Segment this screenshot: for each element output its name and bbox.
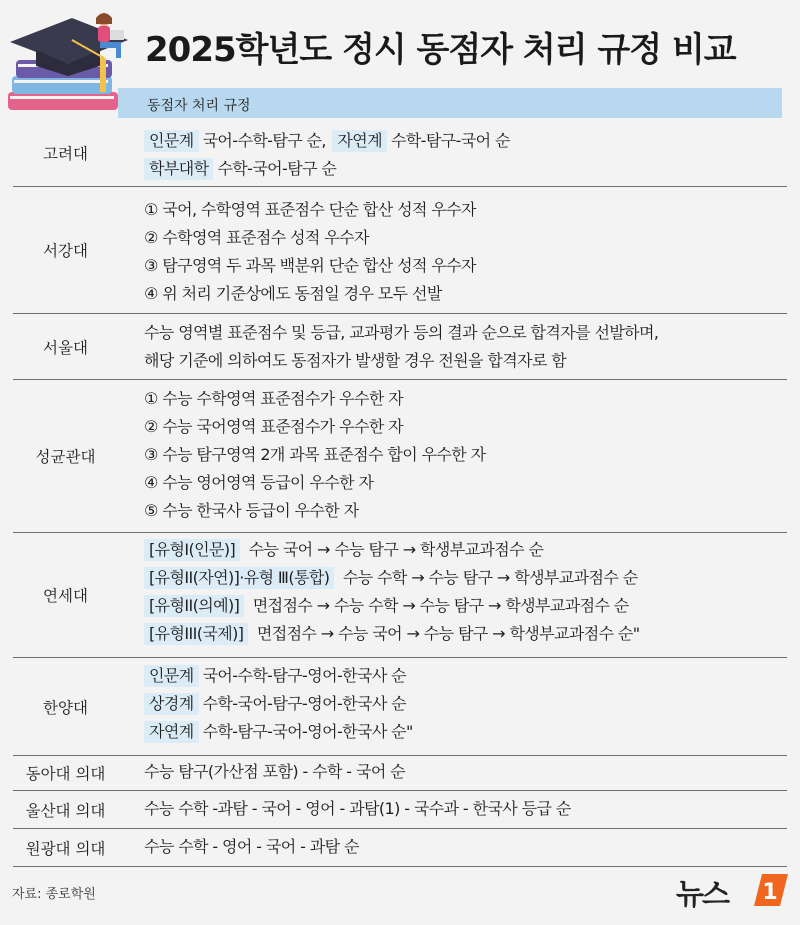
rule-line: 수능 영역별 표준점수 및 등급, 교과평가 등의 결과 순으로 합격자를 선발하며, (144, 323, 659, 342)
rule-text: 수학-국어-탐구 순 (217, 159, 337, 178)
book-pink-icon (8, 92, 118, 110)
rule-line (144, 158, 336, 180)
rule-line (144, 567, 638, 589)
rule-text: 수학-국어-탐구-영어-한국사 순 (202, 694, 407, 713)
rule-line: 수능 수학 -과탐 - 국어 - 영어 - 과탐(1) - 국수과 - 한국사 등급 순 (144, 799, 571, 818)
rule-line: 해당 기준에 의하여도 동점자가 발생할 경우 전원을 합격자로 함 (144, 351, 567, 370)
rule-line: ③ 탐구영역 두 과목 백분위 단순 합산 성적 우수자 (144, 256, 476, 275)
graduation-books-illustration (0, 0, 140, 140)
rule-line: 수능 탐구(가산점 포함) - 수학 - 국어 순 (144, 762, 406, 781)
track-tag: 학부대학 (144, 158, 213, 180)
rule-line: ④ 위 처리 기준상에도 동점일 경우 모두 선발 (144, 284, 442, 303)
tassel-icon (100, 58, 106, 92)
header-label: 동점자 처리 규정 (147, 98, 251, 114)
rule-line: 수능 수학 - 영어 - 국어 - 과탐 순 (144, 837, 359, 856)
track-tag: 자연계 (332, 130, 387, 152)
rule-text: 면접점수 → 수능 수학 → 수능 탐구 → 학생부교과점수 순 (252, 596, 629, 615)
track-tag: 인문계 (144, 665, 199, 687)
rule-line: ② 수학영역 표준점수 성적 우수자 (144, 228, 369, 247)
univ-name: 한양대 (43, 698, 88, 717)
rule-line: ⑤ 수능 한국사 등급이 우수한 자 (144, 501, 359, 520)
rule-text: 수학-탐구-국어-영어-한국사 순" (202, 722, 413, 741)
rule-text: 수학-탐구-국어 순 (390, 131, 510, 150)
logo-text: 뉴스 (676, 877, 729, 911)
rule-text: 수능 국어 → 수능 탐구 → 학생부교과점수 순 (248, 540, 544, 559)
book-blue-icon (12, 76, 112, 94)
source-note: 자료: 종로학원 (12, 887, 96, 902)
univ-name: 서울대 (43, 338, 88, 357)
rule-line (144, 130, 510, 152)
track-tag: 상경계 (144, 693, 199, 715)
table-row (13, 533, 787, 658)
rule-line: ④ 수능 영어영역 등급이 우수한 자 (144, 473, 374, 492)
rule-line: ② 수능 국어영역 표준점수가 우수한 자 (144, 417, 404, 436)
rule-text: 면접점수 → 수능 국어 → 수능 탐구 → 학생부교과점수 순" (256, 624, 640, 643)
table-row (13, 120, 787, 187)
comparison-table (13, 120, 787, 867)
logo-mark-number: 1 (762, 880, 778, 905)
rule-line: ① 국어, 수학영역 표준점수 단순 합산 성적 우수자 (144, 200, 476, 219)
page-title: 2025학년도 정시 동점자 처리 규정 비교 (145, 30, 736, 70)
track-tag: 인문계 (144, 130, 199, 152)
rule-line: ③ 수능 탐구영역 2개 과목 표준점수 합이 우수한 자 (144, 445, 486, 464)
table-row (13, 829, 787, 867)
rule-line (144, 693, 406, 715)
univ-name: 연세대 (43, 587, 88, 605)
track-tag: 자연계 (144, 721, 199, 743)
univ-name: 울산대 의대 (25, 801, 106, 820)
news1-logo-mark-icon (754, 872, 788, 908)
type-tag: [유형I(인문)] (144, 539, 240, 561)
univ-name: 고려대 (43, 145, 88, 163)
table-row (13, 791, 787, 829)
table-row (13, 658, 787, 756)
univ-name: 성균관대 (35, 448, 96, 466)
rule-line (144, 595, 629, 617)
rule-text: 수능 수학 → 수능 탐구 → 학생부교과점수 순 (342, 568, 638, 587)
table-row (13, 380, 787, 533)
univ-name: 원광대 의대 (25, 839, 106, 858)
type-tag: [유형II(자연)]·유형 Ⅲ(통합) (144, 567, 334, 589)
rule-line (144, 721, 413, 743)
table-row (13, 187, 787, 314)
rule-line (144, 665, 406, 687)
rule-line (144, 539, 543, 561)
type-tag: [유형III(국제)] (144, 623, 248, 645)
table-row (13, 756, 787, 791)
news1-logo (676, 866, 794, 914)
rule-line: ① 수능 수학영역 표준점수가 우수한 자 (144, 389, 404, 408)
graduation-cap-icon (10, 18, 128, 64)
univ-name: 서강대 (43, 242, 88, 260)
rule-line (144, 623, 640, 645)
rule-text: 국어-수학-탐구 순, (202, 131, 326, 150)
rule-text: 국어-수학-탐구-영어-한국사 순 (202, 666, 407, 685)
table-row (13, 314, 787, 380)
type-tag: [유형II(의예)] (144, 595, 244, 617)
univ-name: 동아대 의대 (25, 765, 106, 783)
